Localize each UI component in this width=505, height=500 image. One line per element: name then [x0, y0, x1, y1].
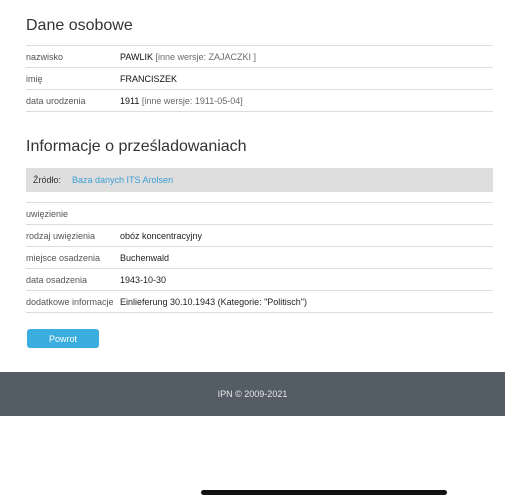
persecution-info-title: Informacje o prześladowaniach — [26, 138, 247, 155]
field-value: 1943-10-30 — [120, 269, 493, 291]
field-label: data urodzenia — [26, 90, 120, 112]
field-label: imię — [26, 68, 120, 90]
source-link[interactable]: Baza danych ITS Arolsen — [72, 175, 174, 185]
table-row — [26, 291, 493, 313]
field-value — [120, 90, 493, 112]
field-value — [120, 46, 493, 68]
field-value: Buchenwald — [120, 247, 493, 269]
field-value: Einlieferung 30.10.1943 (Kategorie: "Politisch") — [120, 291, 493, 313]
birth-date-value: 1911 — [120, 95, 140, 106]
field-label: rodzaj uwięzienia — [26, 225, 120, 247]
personal-data-table — [26, 45, 493, 112]
page-footer — [0, 372, 505, 416]
table-row — [26, 225, 493, 247]
field-label: nazwisko — [26, 46, 120, 68]
persecution-table — [26, 202, 493, 313]
birth-date-alt-versions: [inne wersje: 1911-05-04] — [141, 95, 243, 106]
table-row — [26, 46, 493, 68]
table-row — [26, 68, 493, 90]
source-label: Źródło: — [33, 175, 62, 185]
surname-value: PAWLIK — [120, 51, 154, 62]
field-value — [120, 68, 493, 90]
field-label: miejsce osadzenia — [26, 247, 120, 269]
field-value — [120, 203, 493, 225]
field-value: obóz koncentracyjny — [120, 225, 493, 247]
table-row — [26, 269, 493, 291]
field-label: dodatkowe informacje — [26, 291, 120, 313]
home-indicator — [201, 490, 447, 495]
back-button[interactable]: Powrot — [27, 329, 99, 348]
field-label: uwięzienie — [26, 203, 120, 225]
copyright-text: IPN © 2009-2021 — [217, 389, 288, 399]
table-row — [26, 247, 493, 269]
field-label: data osadzenia — [26, 269, 120, 291]
first-name-value: FRANCISZEK — [120, 73, 178, 84]
source-box — [26, 168, 493, 192]
table-row — [26, 203, 493, 225]
surname-alt-versions: [inne wersje: ZAJACZKI ] — [155, 51, 257, 62]
table-row — [26, 90, 493, 112]
personal-data-title: Dane osobowe — [26, 17, 133, 34]
